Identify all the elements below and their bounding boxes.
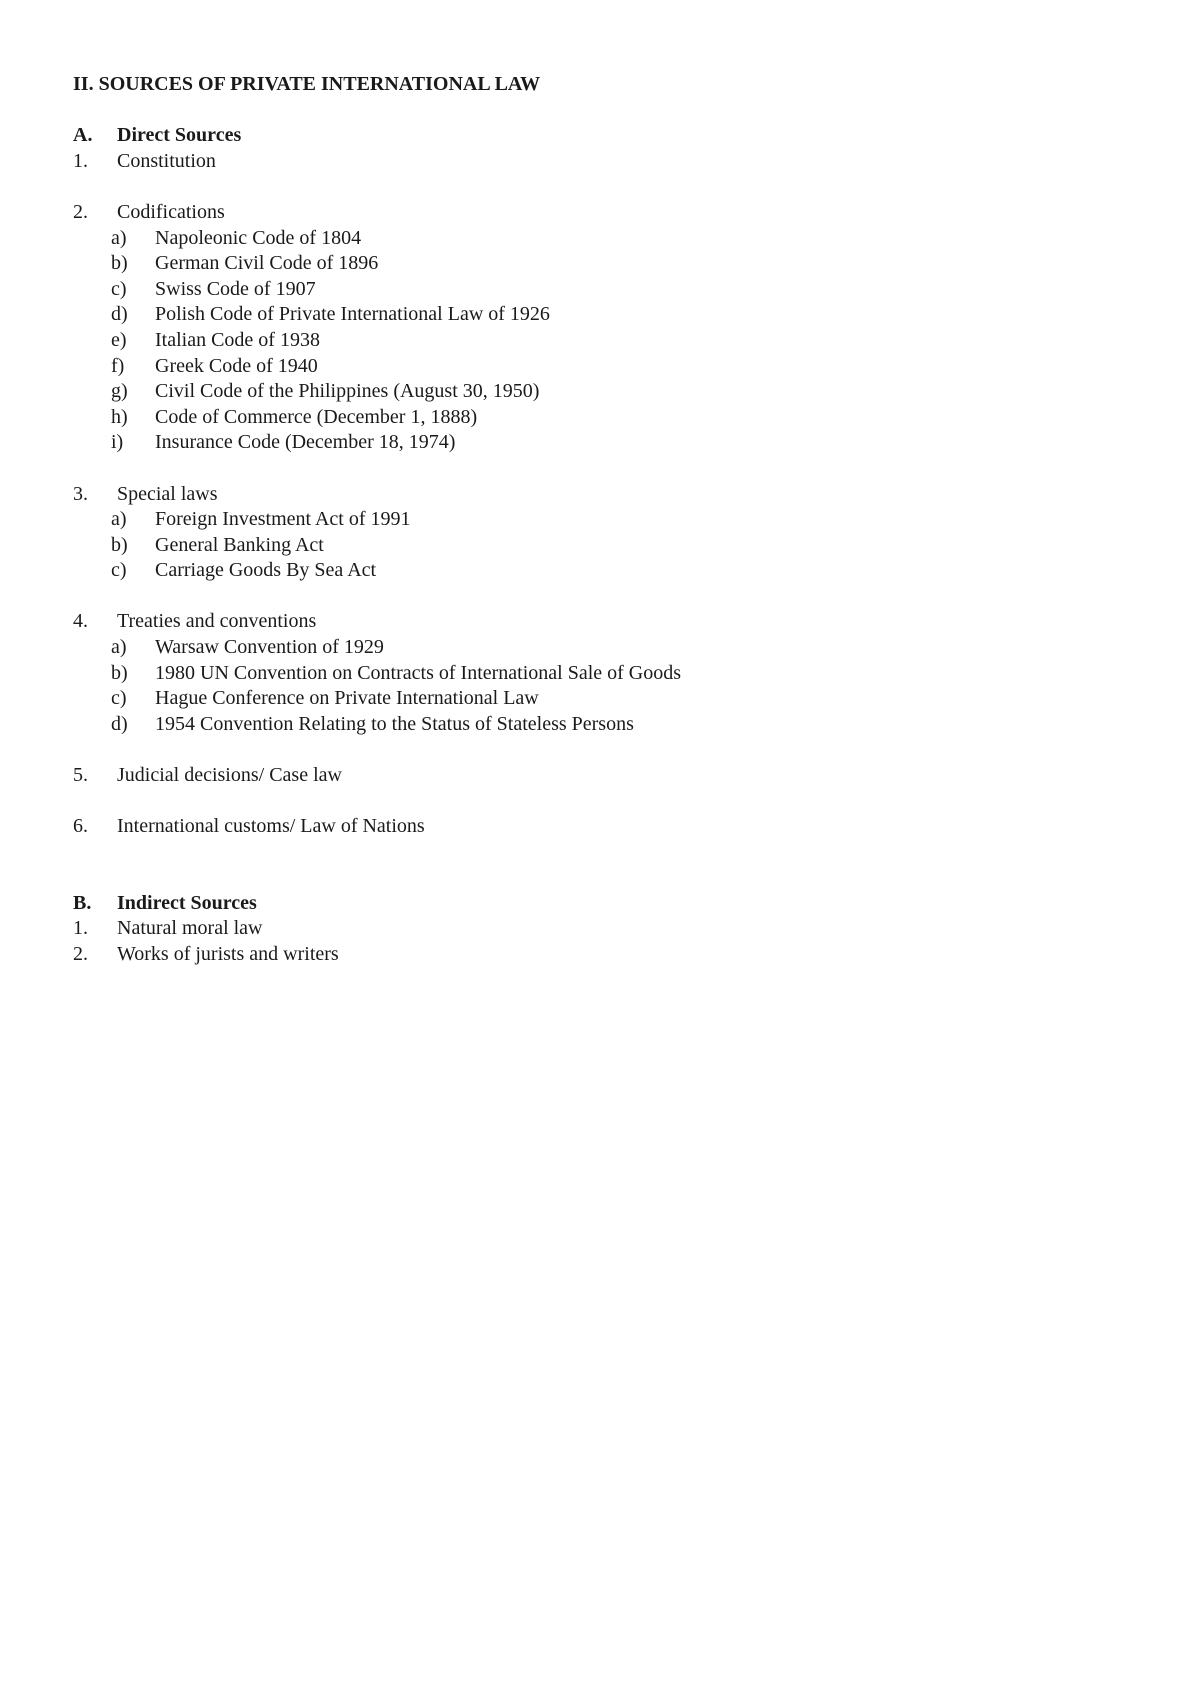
item-number: 1. — [73, 917, 88, 940]
sub-item-text: Polish Code of Private International Law of 1926 — [155, 303, 550, 326]
sub-item-text: Warsaw Convention of 1929 — [155, 636, 384, 659]
sub-item-text: German Civil Code of 1896 — [155, 252, 379, 275]
sub-item-text: 1954 Convention Relating to the Status of Stateless Persons — [155, 712, 634, 735]
sub-item-letter: d) — [111, 712, 128, 735]
sub-list-item — [73, 507, 1133, 533]
item-text: Judicial decisions/ Case law — [117, 764, 342, 787]
item-number: 6. — [73, 815, 88, 838]
sub-list-item — [73, 533, 1133, 559]
item-text: Treaties and conventions — [117, 610, 317, 633]
sub-item-letter: c) — [111, 559, 127, 582]
section-title: Indirect Sources — [117, 891, 257, 914]
sub-item-letter: b) — [111, 533, 128, 556]
section-indirect-sources — [73, 891, 1133, 917]
item-text: Codifications — [117, 200, 225, 223]
sub-list-item — [73, 712, 1133, 738]
sub-item-letter: a) — [111, 636, 127, 659]
section-label: A. — [73, 124, 93, 147]
item-number: 5. — [73, 764, 88, 787]
sub-list-item — [73, 379, 1133, 405]
sub-item-letter: c) — [111, 687, 127, 710]
item-number: 4. — [73, 610, 88, 633]
sub-item-text: Italian Code of 1938 — [155, 328, 320, 351]
sub-list-item — [73, 635, 1133, 661]
sub-item-text: General Banking Act — [155, 533, 324, 556]
sub-list-item — [73, 661, 1133, 687]
sub-list-item — [73, 328, 1133, 354]
section-label: B. — [73, 891, 92, 914]
sub-list-item — [73, 226, 1133, 252]
document-page — [73, 72, 1133, 968]
sub-list-item — [73, 302, 1133, 328]
list-item — [73, 942, 1133, 968]
sub-item-text: Swiss Code of 1907 — [155, 277, 316, 300]
sub-item-letter: g) — [111, 380, 128, 403]
sub-item-text: Carriage Goods By Sea Act — [155, 559, 377, 582]
list-item — [73, 763, 1133, 789]
sub-item-letter: i) — [111, 431, 124, 454]
sub-list-item — [73, 354, 1133, 380]
section-direct-sources — [73, 123, 1133, 149]
sub-list-item — [73, 251, 1133, 277]
sub-list-item — [73, 430, 1133, 456]
item-number: 2. — [73, 200, 88, 223]
sub-list-item — [73, 405, 1133, 431]
sub-item-text: 1980 UN Convention on Contracts of International Sale of Goods — [155, 661, 682, 684]
sub-item-letter: a) — [111, 226, 127, 249]
page-title: II. SOURCES OF PRIVATE INTERNATIONAL LAW — [73, 73, 541, 95]
list-item — [73, 609, 1133, 635]
sub-item-letter: e) — [111, 328, 127, 351]
sub-item-letter: d) — [111, 303, 128, 326]
sub-item-text: Civil Code of the Philippines (August 30, 1950) — [155, 380, 540, 403]
item-text: International customs/ Law of Nations — [117, 815, 425, 838]
item-text: Special laws — [117, 482, 218, 505]
list-item — [73, 200, 1133, 226]
sub-item-text: Hague Conference on Private International Law — [155, 687, 539, 710]
list-item — [73, 814, 1133, 840]
sub-list-item — [73, 277, 1133, 303]
list-item — [73, 916, 1133, 942]
item-text: Constitution — [117, 149, 216, 172]
item-number: 3. — [73, 482, 88, 505]
sub-item-text: Insurance Code (December 18, 1974) — [155, 431, 456, 454]
list-item — [73, 149, 1133, 175]
sub-item-letter: a) — [111, 508, 127, 531]
sub-item-text: Napoleonic Code of 1804 — [155, 226, 362, 249]
item-text: Works of jurists and writers — [117, 943, 339, 965]
sub-item-letter: c) — [111, 277, 127, 300]
sub-item-letter: b) — [111, 252, 128, 275]
sub-item-text: Greek Code of 1940 — [155, 354, 318, 377]
sub-item-letter: b) — [111, 661, 128, 684]
section-title: Direct Sources — [117, 124, 242, 147]
sub-list-item — [73, 686, 1133, 712]
item-number: 1. — [73, 149, 88, 172]
sub-item-letter: f) — [111, 354, 125, 377]
sub-item-text: Code of Commerce (December 1, 1888) — [155, 405, 478, 428]
item-text: Natural moral law — [117, 917, 263, 940]
item-number: 2. — [73, 943, 88, 965]
sub-list-item — [73, 558, 1133, 584]
sub-item-letter: h) — [111, 405, 128, 428]
sub-item-text: Foreign Investment Act of 1991 — [155, 508, 411, 531]
list-item — [73, 482, 1133, 508]
